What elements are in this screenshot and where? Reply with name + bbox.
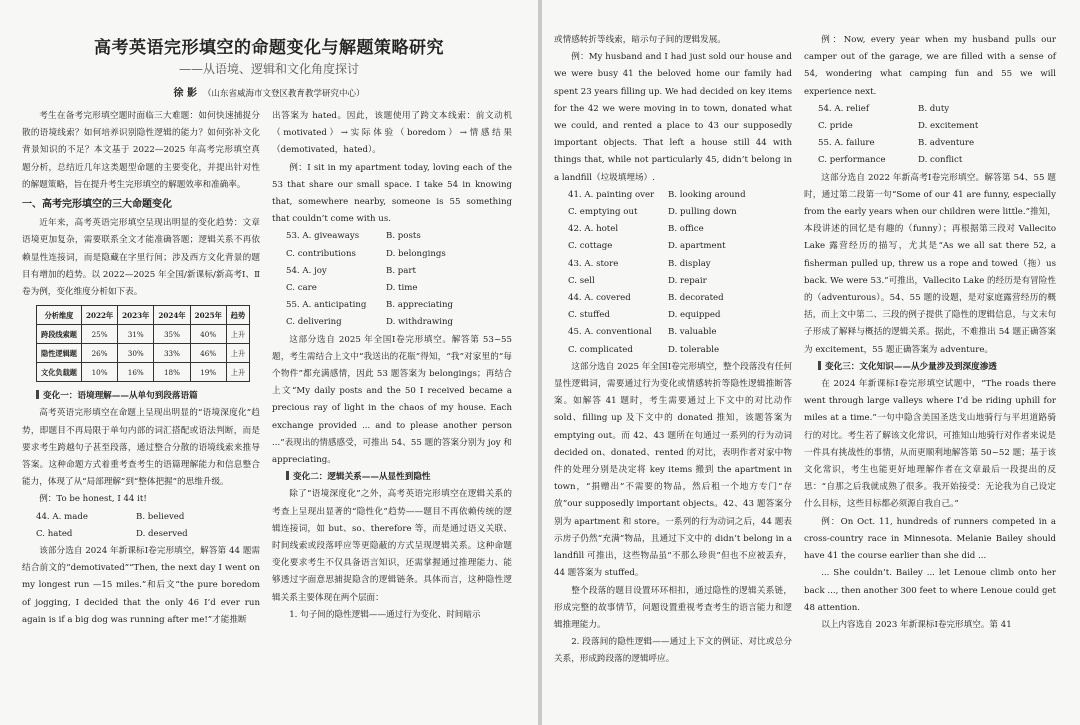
option-row [554, 342, 792, 359]
option: D. pulling down [668, 207, 737, 218]
option: D. deserved [136, 528, 188, 539]
heading-bar-icon [286, 471, 289, 480]
column-3 [554, 32, 792, 669]
paragraph: 除了“语境深度化”之外，高考英语完形填空在逻辑关系的考查上呈现出显著的“隐性化”趋势——题目不再依赖传统的逻辑连接词，如 but、so、therefore 等，而是通过语义关联、时间线索或段落呼应等更隐蔽的方式呈现逻辑关系。这种命题变化要求考生不仅具备语言知识，还需掌握通过推理能力、能够透过字面意思捕捉隐含的逻辑链条。具体而言，这种隐性逻辑关系主要体现在两个层面： [272, 489, 512, 603]
option: 55. A. anticipating [286, 300, 367, 311]
table-row [37, 325, 250, 344]
option: B. valuable [668, 327, 717, 338]
option: C. contributions [286, 248, 356, 259]
option: C. performance [818, 155, 886, 166]
table-cell: 31% [118, 325, 154, 344]
subsection-heading-text: 变化二：逻辑关系——从显性到隐性 [293, 472, 431, 483]
paragraph: 该部分选自 2024 年新课标Ⅰ卷完形填空，解答第 44 题需结合前文的“demotivated”“Then, the next day I went on my longest run —15 miles.”和后文“the pure boredom of jogging, I decided that the only 46 I’d ever run again is if a big dog was running after me!”才能推断 [22, 546, 260, 625]
option: B. adventure [918, 138, 975, 149]
option: B. display [668, 258, 711, 269]
option: C. pride [818, 121, 853, 132]
table-cell: 上升 [226, 363, 249, 382]
option-row [804, 135, 1056, 152]
option-row [554, 307, 792, 324]
option: C. cottage [568, 241, 613, 252]
option: D. excitement [918, 121, 979, 132]
subsection-heading [272, 469, 512, 486]
table-cell: 35% [154, 325, 190, 344]
option: C. care [286, 283, 317, 294]
author-name: 徐 影 [173, 88, 197, 99]
option: 54. A. joy [286, 265, 327, 276]
subsection-heading-text: 变化一：语境理解——从单句到段落语篇 [43, 391, 198, 402]
option: D. apartment [668, 241, 726, 252]
option-row [554, 187, 792, 204]
option: 44. A. made [36, 511, 88, 522]
left-page [0, 0, 538, 725]
table-cell: 跨段线索题 [37, 325, 82, 344]
option: B. part [386, 265, 416, 276]
paragraph: 或情感转折等线索，暗示句子间的逻辑发展。 [554, 35, 726, 45]
table-cell: 46% [190, 344, 226, 363]
paragraph: 高考英语完形填空在命题上呈现出明显的“语境深度化”趋势，即题目不再局限于单句内部的词汇搭配或语法判断，而是要求考生跨越句子甚至段落，通过整合分散的语境线索来推导答案。这种命题方式着重考查考生的语篇理解能力和信息整合能力，体现了从“局部理解”到“整体把握”的思维升级。 [22, 408, 260, 488]
option: C. complicated [568, 344, 633, 355]
option-row [554, 256, 792, 273]
example-text: 例：I sit in my apartment today, loving each of the 53 that share our small space. I take 54 in knowing that, somewhere nearby, someone is 55 something that couldn’t come with us. [272, 162, 512, 225]
subsection-heading [22, 388, 260, 405]
option-row [22, 526, 260, 543]
table-cell: 上升 [226, 325, 249, 344]
option-row [554, 324, 792, 341]
author-affiliation: （山东省威海市文登区教育教学研究中心） [202, 89, 365, 99]
option: 54. A. relief [818, 103, 870, 114]
paragraph: 出答案为 hated。因此，该题使用了跨文本线索：前文动机（motivated）→实际体验（boredom）→情感结果（demotivated，hated）。 [272, 111, 512, 156]
option: C. emptying out [568, 207, 638, 218]
table-cell: 文化负载题 [37, 363, 82, 382]
table-header-cell: 分析维度 [37, 306, 82, 325]
paragraph: ... She couldn’t. Bailey ... let Lenoue climb onto her back ..., then another 300 feet to where Lenoue could get 48 attention. [804, 568, 1056, 613]
option-row [272, 246, 512, 263]
subsection-heading-text: 变化三：文化知识——从少量涉及到深度渗透 [825, 361, 997, 372]
article-subtitle: ——从语境、逻辑和文化角度探讨 [178, 62, 359, 76]
table-header-cell: 2024年 [154, 306, 190, 325]
table-row [37, 344, 250, 363]
column-2 [272, 108, 512, 624]
table-cell: 25% [81, 325, 117, 344]
table-cell: 上升 [226, 344, 249, 363]
section-heading: 一、高考完形填空的三大命题变化 [22, 199, 172, 211]
option-row [272, 314, 512, 331]
column-1 [22, 108, 260, 629]
option: 42. A. hotel [568, 224, 619, 235]
paragraph: 近年来，高考英语完形填空呈现出明显的变化趋势：文章语境更加复杂，需要联系全文才能准确答题；逻辑关系不再依赖显性连接词，而是隐藏在字里行间；涉及西方文化背景的题目有增加的趋势。以 2022—2025 年全国/新课标/新高考Ⅰ、Ⅱ卷为例，变化维度分析如下表。 [22, 218, 260, 298]
paragraph: 2. 段落间的隐性逻辑——通过上下文的例证、对比或总分关系，形成跨段落的逻辑呼应。 [554, 637, 792, 665]
option: D. tolerable [668, 344, 720, 355]
paragraph: 在 2024 年新课标Ⅰ卷完形填空试题中，“The roads there went through large valleys where I’d be riding uphill for miles at a time.”一句中隐含美国圣迭戈山地骑行与平坦道路骑行的对比。考生若了解该文化常识，可推知山地骑行对作者来说是一件具有挑战性的事情，从而更顺利地解答第 50~52 题；基于该文化常识，考生也能更好地理解作者在文章最后一段提出的反思：“自那之后我就成熟了很多。我开始接受：无论我为自己设定什么目标，这些目标都必须源自我自己。” [804, 379, 1056, 510]
option: D. repair [668, 275, 707, 286]
option: 44. A. covered [568, 293, 631, 304]
heading-bar-icon [36, 390, 39, 399]
option: B. office [668, 224, 704, 235]
table-header-row [37, 306, 250, 325]
option-row [272, 280, 512, 297]
table-header-cell: 2023年 [118, 306, 154, 325]
article-title: 高考英语完形填空的命题变化与解题策略研究 [94, 38, 444, 58]
example-text: 例：To be honest, I 44 it! [39, 494, 147, 505]
option: 41. A. painting over [568, 189, 655, 200]
option: D. time [386, 283, 418, 294]
option-row [272, 297, 512, 314]
option: 43. A. store [568, 258, 619, 269]
table-cell: 30% [118, 344, 154, 363]
option: C. delivering [286, 317, 342, 328]
option: B. looking around [668, 189, 746, 200]
option-row [554, 273, 792, 290]
option: D. withdrawing [386, 317, 454, 328]
option: C. sell [568, 275, 595, 286]
option-row [272, 263, 512, 280]
option: B. believed [136, 511, 185, 522]
table-cell: 10% [81, 363, 117, 382]
trend-table [36, 305, 250, 382]
paragraph: 这部分选自 2025 年全国Ⅰ卷完形填空。解答第 53~55 题，考生需结合上文中“我送出的花瓶”得知，“我”对家里的“每个物件”都充满感情，因此 53 题答案为 belongings；再结合上文“My daily posts and the 50 I received became a precious ray of light in the chaos of my house. Each exchange provided ... and to please another person ...”表现出的情感感受，可推出 54、55 题的答案分别为 joy 和 appreciating。 [272, 334, 512, 466]
option-row [554, 290, 792, 307]
option: D. equipped [668, 310, 721, 321]
option: 45. A. conventional [568, 327, 652, 338]
option: D. conflict [918, 155, 963, 166]
option: C. hated [36, 528, 73, 539]
option-row [554, 221, 792, 238]
table-cell: 40% [190, 325, 226, 344]
option: C. stuffed [568, 310, 610, 321]
option-row [804, 118, 1056, 135]
option-row [554, 204, 792, 221]
option: B. appreciating [386, 300, 454, 311]
table-cell: 18% [154, 363, 190, 382]
option-row [804, 101, 1056, 118]
paragraph: 这部分选自 2022 年新高考Ⅰ卷完形填空。解答第 54、55 题时，通过第二段第一句“Some of our 41 are funny, especially from the early years when our children were little.”推知，本段讲述的回忆是有趣的（funny）；再根据第三段对 Vallecito Lake 露营经历的描写，尤其是“As we all sat there 52, a fisherman pulled up, threw us a rope and towed（拖）us back. We were 53.”可推出，Vallecito Lake 的经历是有冒险性的（adventurous）。54、55 题的设题，是对家庭露营经历的概括，而上文中第二、三段的例子提供了隐性的逻辑信息，与文末句子形成了解释与概括的逻辑关系。据此，不难推出 54 题正确答案为 excitement，55 题正确答案为 adventure。 [804, 172, 1056, 355]
table-row [37, 363, 250, 382]
right-page [542, 0, 1080, 725]
paragraph: 1. 句子间的隐性逻辑——通过行为变化、时间暗示 [289, 609, 481, 620]
table-cell: 33% [154, 344, 190, 363]
example-text: 例：On Oct. 11, hundreds of runners competed in a cross-country race in Minnesota. Melanie Bailey should have 41 the course earlier than she did ... [804, 516, 1056, 562]
option: B. duty [918, 103, 950, 114]
example-text: 例：Now, every year when my husband pulls our camper out of the garage, we are filled with a sense of 54, wondering what camping fun and 55 we will experience next. [804, 35, 1056, 97]
option-row [22, 509, 260, 526]
example-text: 例：My husband and I had just sold our house and we were busy 41 the beloved home our family had spent 23 years filling up. We had decided on key items for the 42 we were moving in to town, donated what we could, and rented a place to 43 our supposedly important objects. That left a house still 44 with things that, while not particularly 45, didn’t belong in a landfill（垃圾填埋场）. [554, 52, 792, 183]
option-row [272, 228, 512, 245]
author-line [0, 84, 538, 99]
heading-bar-icon [818, 361, 821, 370]
option: B. posts [386, 231, 421, 242]
table-cell: 隐性逻辑题 [37, 344, 82, 363]
table-header-cell: 2025年 [190, 306, 226, 325]
table-cell: 19% [190, 363, 226, 382]
table-cell: 26% [81, 344, 117, 363]
table-cell: 16% [118, 363, 154, 382]
option: 53. A. giveaways [286, 231, 360, 242]
option-row [804, 152, 1056, 169]
table-header-cell: 趋势 [226, 306, 249, 325]
paragraph: 以上内容选自 2023 年新课标Ⅰ卷完形填空。第 41 [821, 619, 1012, 630]
table-header-cell: 2022年 [81, 306, 117, 325]
paragraph: 整个段落的题目设置环环相扣，通过隐性的逻辑关系链，形成完整的故事情节，问题设置重视考查考生的语言能力和逻辑推理能力。 [554, 585, 792, 630]
subsection-heading [804, 359, 1056, 376]
option: B. decorated [668, 293, 724, 304]
paragraph: 这部分选自 2025 年全国Ⅰ卷完形填空，整个段落没有任何显性逻辑词，需要通过行为变化或情感转折等隐性逻辑推断答案。如解答 41 题时，考生需要通过上下文中的对比动作 sold、filling up 及下文中的 donated 推知，该题答案为 emptying out。而 42、43 题所在句通过一系列的行为动词 decided on、donated、rented 的对比，表明作者对家中物件的处理分别是决定将 key items 搬到 the apartment in town，“捐赠出”不需要的物品，然后租一个地方专门“存放”our supposedly important objects。42、43 题答案分别为 apartment 和 store。一系列的行为动词之后，44 题表示房子仍然“充满”物品，且通过下文中的 didn’t belong in a landfill 可推出，这些物品虽“不那么珍贵”但也不应被丢弃，44 题答案为 stuffed。 [554, 361, 792, 579]
option-row [554, 238, 792, 255]
column-4 [804, 32, 1056, 634]
abstract-paragraph: 考生在备考完形填空题时面临三大难题：如何快速捕捉分散的语境线索？如何培养识别隐性逻辑的能力？如何弥补文化背景知识的不足？本文基于 2022—2025 年高考完形填空真题分析，总结近几年这类题型命题的主要变化，并提出针对性的解题策略，旨在提升考生完形填空的解题效率和准确率。 [22, 111, 260, 190]
option: 55. A. failure [818, 138, 875, 149]
option: D. belongings [386, 248, 446, 259]
